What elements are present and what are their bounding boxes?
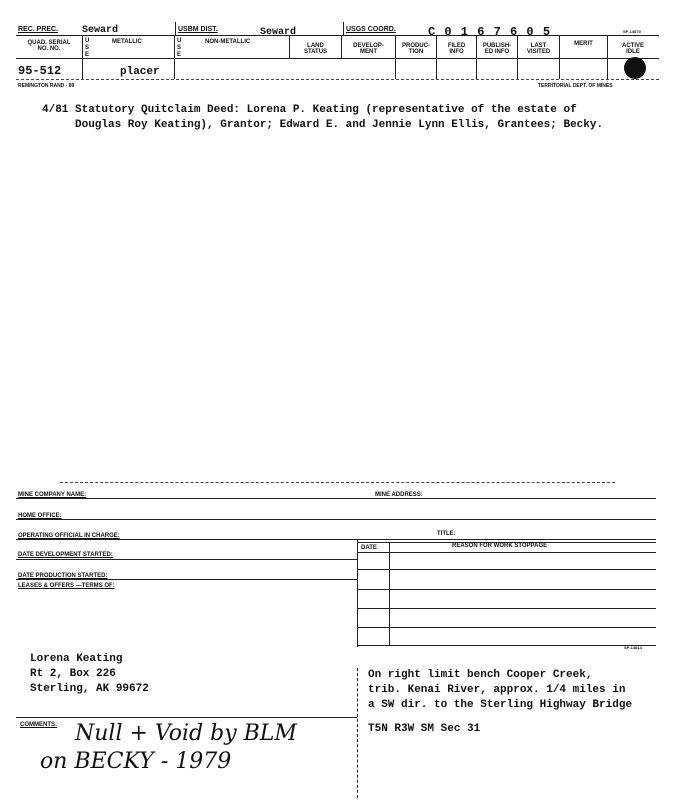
rec-prec-value: Seward	[82, 25, 119, 36]
use-letters: U S E	[85, 38, 90, 58]
active-status-dot	[624, 57, 646, 79]
entry-date: 4/81	[42, 104, 69, 116]
reason-label: REASON FOR WORK STOPPAGE	[452, 543, 548, 549]
nonmetallic-label: NON-METALLIC	[205, 39, 251, 45]
use-letters-2: U S E	[177, 38, 182, 58]
township-line: T5N R3W SM Sec 31	[368, 723, 481, 735]
address-line: Rt 2, Box 226	[30, 668, 116, 680]
handwritten-note-2: on BECKY - 1979	[40, 749, 232, 774]
merit-label: MERIT	[574, 41, 593, 47]
active-idle-label: ACTIVE IDLE	[621, 43, 644, 55]
handwritten-note-1: Null + Void by BLM	[75, 721, 297, 746]
development-label: DEVELOP- MENT	[353, 43, 384, 55]
filed-info-label: FILED INFO	[447, 43, 466, 55]
title-label: TITLE:	[437, 531, 456, 537]
serial-value: 95-512	[18, 64, 62, 78]
leases-label: LEASES & OFFERS —TERMS OF:	[18, 583, 115, 589]
metallic-value: placer	[120, 66, 160, 78]
printer-mark: REMINGTON RAND - 89	[18, 83, 75, 89]
header-line	[16, 58, 659, 59]
comments-label: COMMENTS:	[20, 722, 57, 728]
home-office-label: HOME OFFICE:	[18, 513, 62, 519]
location-line: a SW dir. to the Sterling Highway Bridge	[368, 699, 633, 711]
mine-company-label: MINE COMPANY NAME:	[18, 492, 87, 498]
usbm-dist-value: Seward	[260, 27, 297, 38]
location-line: On right limit bench Cooper Creek,	[368, 669, 593, 681]
usgs-coord-label: USGS COORD.	[346, 26, 396, 33]
land-status-label: LAND STATUS	[303, 43, 328, 55]
date-production-label: DATE PRODUCTION STARTED:	[18, 573, 108, 579]
address-line: Sterling, AK 99672	[30, 683, 149, 695]
operating-official-label: OPERATING OFFICIAL IN CHARGE:	[18, 533, 120, 539]
date-label: DATE	[361, 545, 377, 551]
quad-serial-label: QUAD. SERIAL NO. NO.	[27, 40, 71, 52]
last-visited-label: LAST VISITED	[526, 43, 551, 55]
form-number: SP-14870	[623, 29, 641, 34]
metallic-label: METALLIC	[112, 39, 142, 45]
entry-line-2: Douglas Roy Keating), Grantor; Edward E. and Jennie Lynn Ellis, Grantees; Becky.	[75, 119, 604, 131]
rec-prec-label: REC. PREC.	[18, 26, 59, 33]
form-number-2: SP-14814	[624, 645, 642, 650]
published-info-label: PUBLISH- ED INFO	[482, 43, 512, 55]
header-line	[16, 79, 659, 80]
dept-mark: TERRITORIAL DEPT. OF MINES	[538, 83, 613, 89]
date-development-label: DATE DEVELOPMENT STARTED:	[18, 552, 113, 558]
usgs-coord-value: C 0 1 6 7 6 0 5	[428, 25, 552, 39]
entry-line-1: Statutory Quitclaim Deed: Lorena P. Keating (representative of the estate of	[75, 104, 577, 116]
header-line	[16, 35, 659, 36]
production-label: PRODUC- TION	[402, 43, 430, 55]
usbm-dist-label: USBM DIST.	[178, 26, 218, 33]
mine-address-label: MINE ADDRESS:	[375, 492, 423, 498]
location-line: trib. Kenai River, approx. 1/4 miles in	[368, 684, 626, 696]
address-line: Lorena Keating	[30, 653, 123, 665]
